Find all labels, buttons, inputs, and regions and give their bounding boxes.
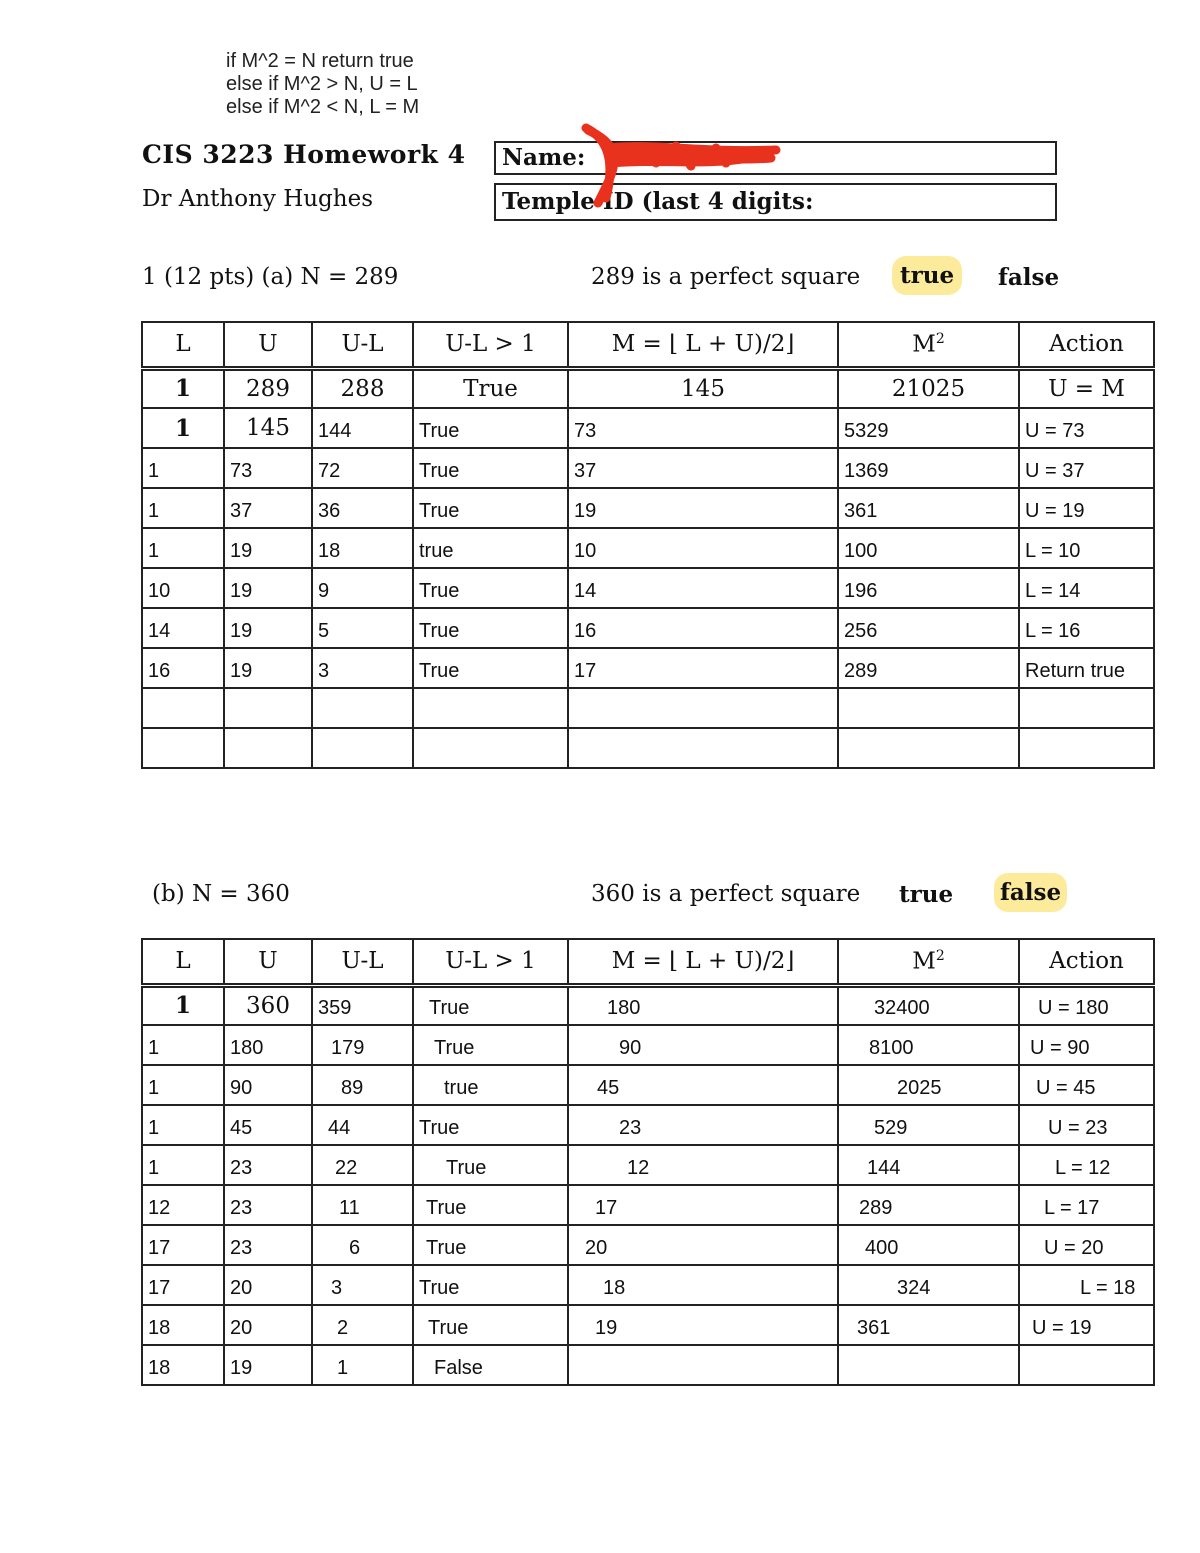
cell-u-minus-l: 18 (312, 528, 413, 568)
cell-u: 19 (224, 528, 312, 568)
cell-action: Return true (1019, 648, 1154, 688)
cell-m-squared (838, 728, 1019, 768)
cell-u-minus-l: 72 (312, 448, 413, 488)
question-a-label: 1 (12 pts) (a) N = 289 (142, 264, 399, 290)
cell-u-minus-l: 3 (312, 648, 413, 688)
cell-condition: True (413, 608, 568, 648)
cell-action: U = 20 (1019, 1225, 1154, 1265)
cell-u: 19 (224, 608, 312, 648)
cell-u-minus-l: 9 (312, 568, 413, 608)
cell-u: 19 (224, 568, 312, 608)
cell-m-squared (838, 688, 1019, 728)
cell-u-minus-l: 288 (312, 368, 413, 408)
cell-condition: True (413, 488, 568, 528)
cell-action: L = 16 (1019, 608, 1154, 648)
name-label: Name: (502, 144, 586, 171)
m-squared-exponent: 2 (935, 330, 945, 347)
cell-u: 289 (224, 368, 312, 408)
table-b-header-row (142, 939, 1154, 985)
cell-u-minus-l: 22 (312, 1145, 413, 1185)
cell-condition: true (413, 528, 568, 568)
col-header-action: Action (1019, 322, 1154, 368)
cell-m-squared: 144 (838, 1145, 1019, 1185)
col-header-u-minus-l-gt-1: U-L > 1 (413, 322, 568, 368)
pseudocode-notes (226, 50, 419, 119)
col-header-m: M = ⌊ L + U)/2⌋ (568, 939, 838, 985)
course-title: CIS 3223 Homework 4 (142, 140, 466, 169)
cell-m: 90 (568, 1025, 838, 1065)
cell-condition: True (413, 368, 568, 408)
temple-id-label: Temple ID (last 4 digits: (502, 188, 814, 215)
cell-condition: True (413, 1185, 568, 1225)
cell-m: 14 (568, 568, 838, 608)
m-squared-exponent: 2 (935, 947, 945, 964)
col-header-u: U (224, 322, 312, 368)
cell-l: 14 (142, 608, 224, 648)
cell-l (142, 688, 224, 728)
cell-m-squared: 529 (838, 1105, 1019, 1145)
cell-action: U = 45 (1019, 1065, 1154, 1105)
cell-l: 1 (142, 368, 224, 408)
cell-m (568, 728, 838, 768)
table-row (142, 608, 1154, 648)
cell-l: 1 (142, 488, 224, 528)
instructor-name: Dr Anthony Hughes (142, 186, 374, 212)
cell-m: 145 (568, 368, 838, 408)
col-header-u-minus-l: U-L (312, 939, 413, 985)
cell-u-minus-l: 5 (312, 608, 413, 648)
cell-m-squared: 289 (838, 1185, 1019, 1225)
red-scribble-redaction (576, 118, 796, 208)
cell-condition: False (413, 1345, 568, 1385)
note-line-3: else if M^2 < N, L = M (226, 96, 420, 118)
table-row (142, 1185, 1154, 1225)
table-row (142, 985, 1154, 1025)
m-squared-base: M (912, 331, 936, 358)
table-row (142, 1225, 1154, 1265)
question-b-label: (b) N = 360 (152, 881, 290, 907)
cell-l: 17 (142, 1225, 224, 1265)
cell-action: L = 14 (1019, 568, 1154, 608)
cell-m: 19 (568, 488, 838, 528)
cell-u: 73 (224, 448, 312, 488)
cell-u-minus-l: 179 (312, 1025, 413, 1065)
cell-action: U = 180 (1019, 985, 1154, 1025)
question-b-true-option[interactable]: true (899, 881, 954, 908)
cell-u: 20 (224, 1305, 312, 1345)
cell-condition (413, 688, 568, 728)
cell-u-minus-l: 11 (312, 1185, 413, 1225)
cell-m: 23 (568, 1105, 838, 1145)
col-header-m: M = ⌊ L + U)/2⌋ (568, 322, 838, 368)
col-header-l: L (142, 322, 224, 368)
cell-m: 20 (568, 1225, 838, 1265)
table-row (142, 648, 1154, 688)
note-line-2: else if M^2 > N, U = L (226, 73, 418, 95)
cell-l: 1 (142, 1025, 224, 1065)
cell-condition: True (413, 648, 568, 688)
cell-action (1019, 1345, 1154, 1385)
cell-condition: True (413, 568, 568, 608)
cell-u-minus-l: 2 (312, 1305, 413, 1345)
cell-action: U = 90 (1019, 1025, 1154, 1065)
trace-table-a (141, 321, 1155, 769)
trace-table-b (141, 938, 1155, 1386)
cell-m: 17 (568, 1185, 838, 1225)
cell-action: U = 73 (1019, 408, 1154, 448)
cell-l: 17 (142, 1265, 224, 1305)
cell-l: 12 (142, 1185, 224, 1225)
cell-m-squared: 400 (838, 1225, 1019, 1265)
note-line-1: if M^2 = N return true (226, 50, 414, 72)
table-row-empty (142, 688, 1154, 728)
table-row (142, 1065, 1154, 1105)
col-header-u-minus-l: U-L (312, 322, 413, 368)
cell-u: 23 (224, 1225, 312, 1265)
m-squared-base: M (912, 948, 936, 975)
cell-m: 180 (568, 985, 838, 1025)
cell-u: 45 (224, 1105, 312, 1145)
cell-u: 90 (224, 1065, 312, 1105)
cell-action: L = 12 (1019, 1145, 1154, 1185)
cell-m: 19 (568, 1305, 838, 1345)
cell-u-minus-l: 359 (312, 985, 413, 1025)
cell-condition: True (413, 448, 568, 488)
cell-action: L = 17 (1019, 1185, 1154, 1225)
cell-u: 19 (224, 1345, 312, 1385)
cell-l: 10 (142, 568, 224, 608)
cell-l: 18 (142, 1305, 224, 1345)
cell-m-squared: 361 (838, 488, 1019, 528)
cell-action: U = 19 (1019, 1305, 1154, 1345)
cell-condition: True (413, 1265, 568, 1305)
table-row (142, 1345, 1154, 1385)
cell-u: 37 (224, 488, 312, 528)
table-a-header-row (142, 322, 1154, 368)
cell-condition: True (413, 1105, 568, 1145)
cell-l: 1 (142, 1105, 224, 1145)
cell-u: 19 (224, 648, 312, 688)
cell-action: U = 23 (1019, 1105, 1154, 1145)
cell-action: U = 37 (1019, 448, 1154, 488)
cell-u-minus-l: 6 (312, 1225, 413, 1265)
table-row (142, 1025, 1154, 1065)
cell-condition: True (413, 1305, 568, 1345)
cell-m-squared: 8100 (838, 1025, 1019, 1065)
table-row (142, 448, 1154, 488)
cell-l: 1 (142, 985, 224, 1025)
col-header-action: Action (1019, 939, 1154, 985)
table-row (142, 1145, 1154, 1185)
cell-l (142, 728, 224, 768)
table-row (142, 488, 1154, 528)
question-a-false-option[interactable]: false (998, 264, 1060, 291)
cell-u-minus-l (312, 728, 413, 768)
col-header-m-squared (838, 322, 1019, 368)
cell-m: 73 (568, 408, 838, 448)
cell-action (1019, 728, 1154, 768)
cell-m-squared: 1369 (838, 448, 1019, 488)
cell-action (1019, 688, 1154, 728)
col-header-m-squared (838, 939, 1019, 985)
cell-m: 16 (568, 608, 838, 648)
cell-m-squared: 289 (838, 648, 1019, 688)
table-row (142, 368, 1154, 408)
cell-action: U = 19 (1019, 488, 1154, 528)
table-row (142, 1265, 1154, 1305)
cell-m-squared: 196 (838, 568, 1019, 608)
cell-u: 360 (224, 985, 312, 1025)
cell-l: 1 (142, 448, 224, 488)
cell-action: L = 10 (1019, 528, 1154, 568)
cell-m: 18 (568, 1265, 838, 1305)
cell-u: 20 (224, 1265, 312, 1305)
cell-condition: True (413, 1025, 568, 1065)
cell-l: 1 (142, 1065, 224, 1105)
col-header-u-minus-l-gt-1: U-L > 1 (413, 939, 568, 985)
table-row (142, 1305, 1154, 1345)
cell-condition: true (413, 1065, 568, 1105)
question-a-true-option[interactable]: true (892, 256, 962, 295)
cell-l: 1 (142, 408, 224, 448)
cell-condition: True (413, 1225, 568, 1265)
cell-l: 1 (142, 528, 224, 568)
question-a-statement: 289 is a perfect square (591, 264, 861, 290)
col-header-l: L (142, 939, 224, 985)
cell-u: 23 (224, 1145, 312, 1185)
cell-m-squared: 5329 (838, 408, 1019, 448)
cell-m (568, 688, 838, 728)
cell-condition (413, 728, 568, 768)
cell-m-squared: 100 (838, 528, 1019, 568)
cell-u: 180 (224, 1025, 312, 1065)
cell-condition: True (413, 985, 568, 1025)
cell-u: 23 (224, 1185, 312, 1225)
cell-m: 10 (568, 528, 838, 568)
cell-m: 37 (568, 448, 838, 488)
cell-u-minus-l: 44 (312, 1105, 413, 1145)
table-row (142, 1105, 1154, 1145)
cell-m: 45 (568, 1065, 838, 1105)
cell-m-squared: 21025 (838, 368, 1019, 408)
cell-m: 17 (568, 648, 838, 688)
cell-m-squared: 32400 (838, 985, 1019, 1025)
cell-u (224, 688, 312, 728)
cell-u-minus-l: 1 (312, 1345, 413, 1385)
cell-m-squared: 361 (838, 1305, 1019, 1345)
table-row (142, 408, 1154, 448)
cell-u-minus-l: 144 (312, 408, 413, 448)
cell-u-minus-l: 36 (312, 488, 413, 528)
table-row (142, 528, 1154, 568)
cell-l: 18 (142, 1345, 224, 1385)
cell-u-minus-l (312, 688, 413, 728)
cell-u: 145 (224, 408, 312, 448)
question-b-statement: 360 is a perfect square (591, 881, 861, 907)
table-row-empty (142, 728, 1154, 768)
cell-u (224, 728, 312, 768)
question-b-false-option[interactable]: false (994, 873, 1067, 912)
cell-m: 12 (568, 1145, 838, 1185)
cell-m-squared: 324 (838, 1265, 1019, 1305)
cell-u-minus-l: 3 (312, 1265, 413, 1305)
cell-condition: True (413, 408, 568, 448)
cell-u-minus-l: 89 (312, 1065, 413, 1105)
cell-m-squared: 256 (838, 608, 1019, 648)
cell-condition: True (413, 1145, 568, 1185)
col-header-u: U (224, 939, 312, 985)
table-row (142, 568, 1154, 608)
cell-m-squared (838, 1345, 1019, 1385)
cell-m (568, 1345, 838, 1385)
cell-m-squared: 2025 (838, 1065, 1019, 1105)
cell-l: 16 (142, 648, 224, 688)
cell-action: U = M (1019, 368, 1154, 408)
cell-l: 1 (142, 1145, 224, 1185)
cell-action: L = 18 (1019, 1265, 1154, 1305)
